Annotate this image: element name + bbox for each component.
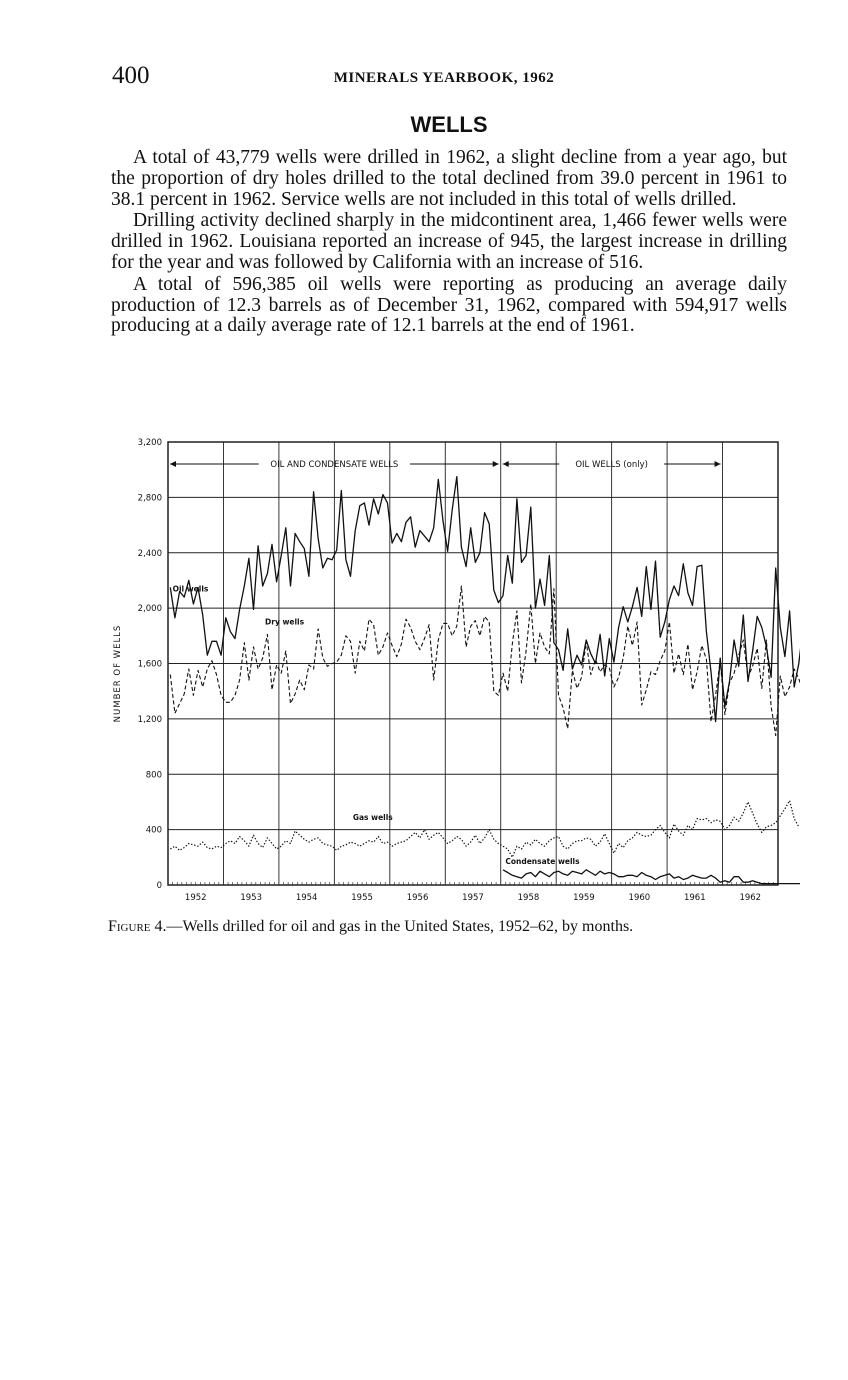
running-head: MINERALS YEARBOOK, 1962 xyxy=(333,70,555,86)
annotation-arrowhead xyxy=(715,461,721,467)
body-text xyxy=(111,148,787,338)
y-tick-label: 2,800 xyxy=(137,493,162,504)
series-label: Condensate wells xyxy=(505,857,580,867)
paragraph: A total of 596,385 oil wells were reporting as producing an average daily production of 12.3 barrels as of December 31, 1962, compared with 594,917 wells producing at a daily average rate of 12.1 barrels at the end of 1961. xyxy=(111,273,787,337)
x-tick-label: 1958 xyxy=(517,893,540,903)
x-tick-label: 1961 xyxy=(683,893,706,903)
y-tick-label: 2,400 xyxy=(137,548,162,559)
annotation-arrowhead xyxy=(170,461,176,467)
series-line-gas-wells xyxy=(170,801,799,858)
y-tick-label: 3,200 xyxy=(137,438,162,448)
x-tick-label: 1952 xyxy=(184,893,207,903)
series-line-oil-wells xyxy=(170,477,800,722)
x-tick-label: 1953 xyxy=(240,893,263,903)
section-title: WELLS xyxy=(410,112,488,137)
x-tick-label: 1962 xyxy=(739,893,762,903)
y-axis-label: NUMBER OF WELLS xyxy=(113,624,123,723)
x-tick-label: 1959 xyxy=(573,893,595,903)
series-label: Gas wells xyxy=(352,812,393,822)
period-annotation: OIL AND CONDENSATE WELLS xyxy=(270,460,399,470)
y-tick-label: 800 xyxy=(145,770,162,781)
annotation-arrowhead xyxy=(493,461,499,467)
wells-line-chart xyxy=(100,430,800,910)
x-tick-label: 1954 xyxy=(295,893,318,903)
series-label: Dry wells xyxy=(265,617,305,627)
period-annotation: OIL WELLS (only) xyxy=(575,460,648,470)
x-tick-label: 1955 xyxy=(351,893,373,903)
x-tick-label: 1960 xyxy=(628,893,651,903)
paragraph: A total of 43,779 wells were drilled in 1962, a slight decline from a year ago, but the proportion of dry holes drilled to the total declined from 39.0 percent in 1961 to 38.1 percent in 1962. Service wells are not included in this total of wells drilled. xyxy=(111,147,787,210)
caption-text: —Wells drilled for oil and gas in the United States, 1952–62, by months. xyxy=(166,918,634,935)
y-tick-label: 1,600 xyxy=(137,659,162,670)
figure-chart xyxy=(100,430,800,910)
y-tick-label: 0 xyxy=(156,881,162,891)
page-number: 400 xyxy=(112,62,150,89)
paragraph: Drilling activity declined sharply in the midcontinent area, 1,466 fewer wells were drilled in 1962. Louisiana reported an increase of 945, the largest increase in drilling for the year and was followed by California with an increase of 516. xyxy=(111,210,787,273)
y-tick-label: 2,000 xyxy=(137,604,162,615)
y-tick-label: 1,200 xyxy=(137,714,162,725)
figure-caption xyxy=(108,918,633,936)
x-tick-label: 1957 xyxy=(462,893,484,903)
x-tick-label: 1956 xyxy=(406,893,429,903)
series-line-condensate-wells xyxy=(503,870,800,884)
series-label: Oil wells xyxy=(172,584,209,594)
annotation-arrowhead xyxy=(503,461,509,467)
y-tick-label: 400 xyxy=(145,825,162,836)
caption-label: Figure 4. xyxy=(108,918,167,935)
